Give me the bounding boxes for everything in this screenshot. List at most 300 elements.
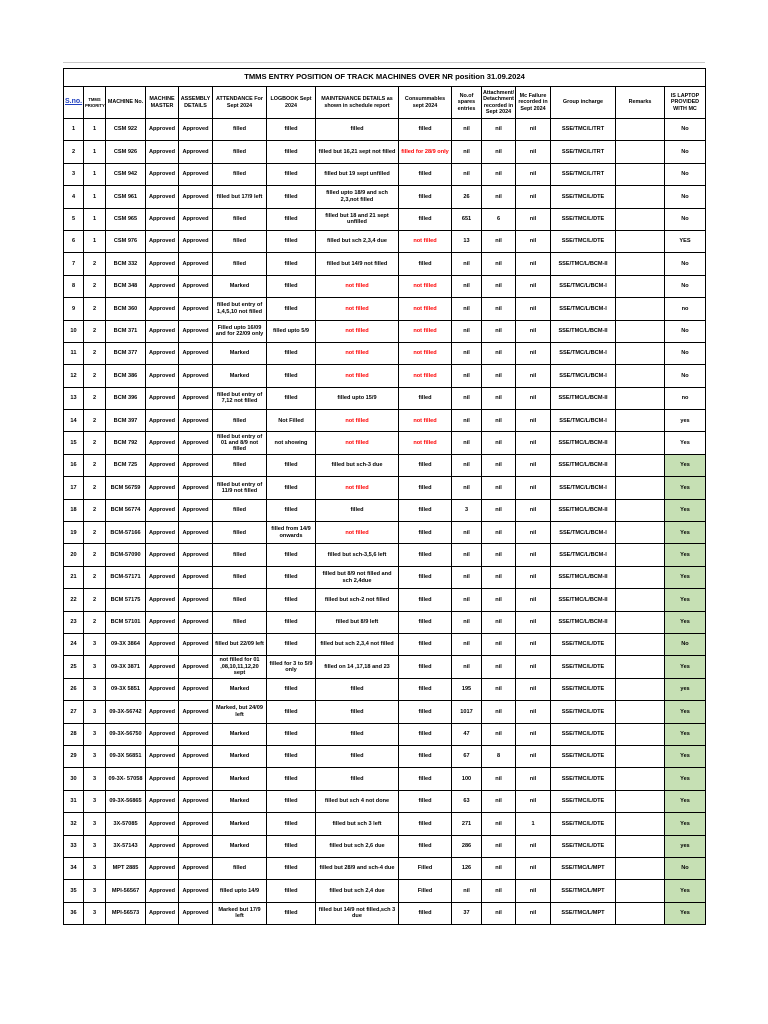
- cell-machine-no: 09-3X 3871: [106, 656, 146, 678]
- cell-group: SSE/TMC/L/BCM-II: [551, 566, 616, 588]
- cell-logbook: not showing: [267, 432, 316, 454]
- cell-laptop: Yes: [665, 522, 706, 544]
- cell-priority: 1: [84, 208, 106, 230]
- cell-group: SSE/TMC/L/BCM-II: [551, 387, 616, 409]
- cell-remarks: [616, 678, 665, 700]
- cell-remarks: [616, 723, 665, 745]
- cell-machine-no: BCM 56759: [106, 477, 146, 499]
- cell-laptop: yes: [665, 678, 706, 700]
- cell-spares: 271: [452, 813, 482, 835]
- cell-consumables: filled: [399, 678, 452, 700]
- table-row: [64, 320, 706, 342]
- cell-laptop: No: [665, 633, 706, 655]
- cell-consumables: not filled: [399, 230, 452, 252]
- cell-group: SSE/TMC/L/DTE: [551, 768, 616, 790]
- cell-assembly: Approved: [179, 186, 213, 208]
- cell-attendance: filled: [213, 857, 267, 879]
- cell-logbook: filled: [267, 298, 316, 320]
- cell-maintenance: filled but 8/9 not filled and sch 2,4due: [316, 566, 399, 588]
- cell-logbook: Not Filled: [267, 410, 316, 432]
- cell-priority: 3: [84, 857, 106, 879]
- cell-maintenance: filled but sch-2 not filled: [316, 589, 399, 611]
- cell-machine-master: Approved: [146, 589, 179, 611]
- cell-logbook: filled from 14/9 onwards: [267, 522, 316, 544]
- cell-spares: 651: [452, 208, 482, 230]
- cell-machine-no: BCM 57101: [106, 611, 146, 633]
- cell-attendance: Marked: [213, 813, 267, 835]
- cell-sno: 24: [64, 633, 84, 655]
- table-row: [64, 522, 706, 544]
- cell-laptop: No: [665, 253, 706, 275]
- cell-attendance: filled but 22/09 left: [213, 633, 267, 655]
- cell-maintenance: filled but 16,21 sept not filled: [316, 141, 399, 163]
- header-failure: Mc Failure recorded in Sept 2024: [516, 87, 551, 119]
- cell-consumables: filled: [399, 723, 452, 745]
- header-row: [64, 87, 706, 119]
- cell-assembly: Approved: [179, 141, 213, 163]
- cell-laptop: Yes: [665, 813, 706, 835]
- cell-assembly: Approved: [179, 678, 213, 700]
- header-logbook: LOGBOOK Sept 2024: [267, 87, 316, 119]
- cell-laptop: Yes: [665, 880, 706, 902]
- cell-maintenance: filled: [316, 119, 399, 141]
- cell-spares: nil: [452, 589, 482, 611]
- cell-spares: 126: [452, 857, 482, 879]
- header-sno[interactable]: S.no.: [64, 87, 84, 119]
- cell-attachment: nil: [482, 141, 516, 163]
- cell-logbook: filled: [267, 208, 316, 230]
- cell-sno: 12: [64, 365, 84, 387]
- cell-logbook: filled: [267, 454, 316, 476]
- cell-attachment: nil: [482, 186, 516, 208]
- table-row: [64, 186, 706, 208]
- cell-group: SSE/TMC/L/DTE: [551, 745, 616, 767]
- cell-attachment: nil: [482, 835, 516, 857]
- cell-sno: 20: [64, 544, 84, 566]
- cell-attachment: nil: [482, 454, 516, 476]
- cell-machine-master: Approved: [146, 611, 179, 633]
- cell-attachment: nil: [482, 298, 516, 320]
- table-row: [64, 432, 706, 454]
- cell-failure: nil: [516, 230, 551, 252]
- cell-attachment: nil: [482, 342, 516, 364]
- cell-maintenance: not filled: [316, 298, 399, 320]
- header-assembly: ASSEMBLY DETAILS: [179, 87, 213, 119]
- cell-consumables: filled: [399, 790, 452, 812]
- cell-failure: nil: [516, 208, 551, 230]
- cell-group: SSE/TMC/L/DTE: [551, 186, 616, 208]
- cell-remarks: [616, 230, 665, 252]
- cell-logbook: filled: [267, 902, 316, 924]
- cell-priority: 2: [84, 477, 106, 499]
- cell-maintenance: filled: [316, 499, 399, 521]
- cell-attendance: Marked: [213, 723, 267, 745]
- top-rule: [63, 62, 705, 63]
- cell-spares: 1017: [452, 701, 482, 723]
- cell-logbook: filled: [267, 813, 316, 835]
- cell-laptop: Yes: [665, 544, 706, 566]
- cell-assembly: Approved: [179, 656, 213, 678]
- cell-spares: nil: [452, 119, 482, 141]
- cell-assembly: Approved: [179, 454, 213, 476]
- cell-maintenance: filled: [316, 768, 399, 790]
- cell-logbook: filled: [267, 186, 316, 208]
- cell-assembly: Approved: [179, 410, 213, 432]
- cell-assembly: Approved: [179, 633, 213, 655]
- cell-remarks: [616, 611, 665, 633]
- cell-logbook: filled: [267, 633, 316, 655]
- cell-attendance: Marked: [213, 745, 267, 767]
- cell-attendance: filled: [213, 410, 267, 432]
- cell-spares: nil: [452, 656, 482, 678]
- cell-priority: 2: [84, 589, 106, 611]
- cell-consumables: filled: [399, 387, 452, 409]
- table-row: [64, 880, 706, 902]
- cell-group: SSE/TMC/L/TRT: [551, 119, 616, 141]
- cell-assembly: Approved: [179, 387, 213, 409]
- table-row: [64, 835, 706, 857]
- cell-assembly: Approved: [179, 342, 213, 364]
- cell-attachment: nil: [482, 813, 516, 835]
- cell-machine-master: Approved: [146, 410, 179, 432]
- cell-laptop: Yes: [665, 432, 706, 454]
- cell-group: SSE/TMC/L/MPT: [551, 857, 616, 879]
- cell-priority: 2: [84, 432, 106, 454]
- cell-attendance: Marked, but 24/09 left: [213, 701, 267, 723]
- cell-failure: nil: [516, 477, 551, 499]
- cell-sno: 2: [64, 141, 84, 163]
- table-row: [64, 611, 706, 633]
- cell-attachment: nil: [482, 589, 516, 611]
- cell-group: SSE/TMC/L/BCM-I: [551, 275, 616, 297]
- cell-attachment: nil: [482, 544, 516, 566]
- cell-remarks: [616, 186, 665, 208]
- cell-assembly: Approved: [179, 723, 213, 745]
- cell-sno: 34: [64, 857, 84, 879]
- cell-assembly: Approved: [179, 611, 213, 633]
- table-row: [64, 477, 706, 499]
- cell-maintenance: not filled: [316, 477, 399, 499]
- cell-priority: 3: [84, 902, 106, 924]
- cell-attendance: filled: [213, 253, 267, 275]
- cell-maintenance: filled but 14/9 not filled: [316, 253, 399, 275]
- cell-attachment: nil: [482, 633, 516, 655]
- cell-remarks: [616, 813, 665, 835]
- cell-machine-no: 09-3X 5851: [106, 678, 146, 700]
- cell-logbook: filled: [267, 857, 316, 879]
- cell-failure: nil: [516, 880, 551, 902]
- cell-spares: nil: [452, 387, 482, 409]
- table-row: [64, 701, 706, 723]
- cell-laptop: Yes: [665, 745, 706, 767]
- cell-remarks: [616, 544, 665, 566]
- cell-sno: 7: [64, 253, 84, 275]
- cell-assembly: Approved: [179, 298, 213, 320]
- cell-assembly: Approved: [179, 275, 213, 297]
- cell-sno: 5: [64, 208, 84, 230]
- cell-priority: 2: [84, 499, 106, 521]
- cell-priority: 2: [84, 611, 106, 633]
- cell-maintenance: filled but sch 4 not done: [316, 790, 399, 812]
- cell-machine-master: Approved: [146, 566, 179, 588]
- cell-maintenance: filled but sch 2,6 due: [316, 835, 399, 857]
- cell-laptop: Yes: [665, 477, 706, 499]
- cell-machine-master: Approved: [146, 835, 179, 857]
- table-row: [64, 678, 706, 700]
- cell-attendance: filled: [213, 611, 267, 633]
- cell-laptop: Yes: [665, 723, 706, 745]
- cell-logbook: filled: [267, 387, 316, 409]
- cell-failure: nil: [516, 723, 551, 745]
- cell-failure: nil: [516, 656, 551, 678]
- cell-remarks: [616, 790, 665, 812]
- header-machine-master: MACHINE MASTER: [146, 87, 179, 119]
- table-row: [64, 119, 706, 141]
- cell-spares: nil: [452, 544, 482, 566]
- table-row: [64, 499, 706, 521]
- cell-maintenance: filled but 8/9 left: [316, 611, 399, 633]
- cell-remarks: [616, 633, 665, 655]
- cell-priority: 2: [84, 253, 106, 275]
- cell-machine-master: Approved: [146, 253, 179, 275]
- cell-attendance: filled: [213, 230, 267, 252]
- cell-group: SSE/TMC/L/MPT: [551, 902, 616, 924]
- cell-assembly: Approved: [179, 880, 213, 902]
- cell-attendance: filled: [213, 589, 267, 611]
- cell-remarks: [616, 163, 665, 185]
- cell-sno: 1: [64, 119, 84, 141]
- cell-machine-master: Approved: [146, 813, 179, 835]
- cell-consumables: not filled: [399, 432, 452, 454]
- table-row: [64, 230, 706, 252]
- cell-spares: nil: [452, 163, 482, 185]
- cell-sno: 25: [64, 656, 84, 678]
- cell-laptop: no: [665, 298, 706, 320]
- cell-consumables: filled: [399, 701, 452, 723]
- cell-logbook: filled: [267, 365, 316, 387]
- cell-remarks: [616, 298, 665, 320]
- cell-remarks: [616, 499, 665, 521]
- cell-logbook: filled: [267, 723, 316, 745]
- cell-consumables: filled: [399, 813, 452, 835]
- cell-consumables: not filled: [399, 410, 452, 432]
- cell-group: SSE/TMC/L/BCM-I: [551, 544, 616, 566]
- cell-machine-master: Approved: [146, 902, 179, 924]
- table-row: [64, 768, 706, 790]
- table-body: [64, 119, 706, 925]
- cell-priority: 3: [84, 880, 106, 902]
- cell-spares: nil: [452, 566, 482, 588]
- cell-machine-no: CSM 976: [106, 230, 146, 252]
- cell-priority: 2: [84, 522, 106, 544]
- cell-sno: 15: [64, 432, 84, 454]
- cell-logbook: filled: [267, 544, 316, 566]
- cell-priority: 2: [84, 544, 106, 566]
- cell-machine-no: BCM 348: [106, 275, 146, 297]
- cell-sno: 9: [64, 298, 84, 320]
- cell-laptop: No: [665, 186, 706, 208]
- cell-sno: 14: [64, 410, 84, 432]
- cell-group: SSE/TMC/L/DTE: [551, 701, 616, 723]
- cell-failure: nil: [516, 320, 551, 342]
- cell-failure: nil: [516, 365, 551, 387]
- cell-spares: nil: [452, 454, 482, 476]
- cell-sno: 22: [64, 589, 84, 611]
- table-row: [64, 387, 706, 409]
- cell-attendance: Marked: [213, 365, 267, 387]
- cell-priority: 2: [84, 365, 106, 387]
- cell-machine-master: Approved: [146, 342, 179, 364]
- cell-attendance: filled but 17/9 left: [213, 186, 267, 208]
- cell-spares: nil: [452, 410, 482, 432]
- cell-consumables: filled: [399, 745, 452, 767]
- cell-attendance: filled: [213, 522, 267, 544]
- cell-attachment: nil: [482, 611, 516, 633]
- cell-priority: 3: [84, 768, 106, 790]
- cell-group: SSE/TMC/L/MPT: [551, 880, 616, 902]
- cell-laptop: No: [665, 320, 706, 342]
- cell-group: SSE/TMC/L/DTE: [551, 835, 616, 857]
- cell-machine-no: MPI-56567: [106, 880, 146, 902]
- cell-failure: nil: [516, 701, 551, 723]
- cell-priority: 2: [84, 454, 106, 476]
- cell-laptop: No: [665, 275, 706, 297]
- cell-logbook: filled: [267, 499, 316, 521]
- cell-laptop: No: [665, 163, 706, 185]
- cell-consumables: filled: [399, 611, 452, 633]
- cell-remarks: [616, 432, 665, 454]
- cell-sno: 3: [64, 163, 84, 185]
- cell-sno: 36: [64, 902, 84, 924]
- cell-priority: 3: [84, 745, 106, 767]
- table-title: TMMS ENTRY POSITION OF TRACK MACHINES OVER NR position 31.09.2024: [64, 69, 706, 87]
- cell-failure: nil: [516, 544, 551, 566]
- cell-failure: nil: [516, 611, 551, 633]
- cell-group: SSE/TMC/L/BCM-I: [551, 477, 616, 499]
- cell-logbook: filled: [267, 701, 316, 723]
- cell-attendance: not filled for 01 ,08,10,11,12,20 sept: [213, 656, 267, 678]
- cell-maintenance: filled but 14/9 not filled,sch 3 due: [316, 902, 399, 924]
- cell-laptop: Yes: [665, 656, 706, 678]
- cell-spares: nil: [452, 880, 482, 902]
- cell-group: SSE/TMC/L/BCM-II: [551, 454, 616, 476]
- cell-attachment: nil: [482, 656, 516, 678]
- cell-remarks: [616, 902, 665, 924]
- cell-priority: 3: [84, 656, 106, 678]
- cell-consumables: not filled: [399, 365, 452, 387]
- cell-assembly: Approved: [179, 432, 213, 454]
- cell-machine-no: BCM 725: [106, 454, 146, 476]
- cell-sno: 6: [64, 230, 84, 252]
- cell-machine-no: BCM-57090: [106, 544, 146, 566]
- cell-assembly: Approved: [179, 365, 213, 387]
- cell-consumables: filled: [399, 589, 452, 611]
- cell-maintenance: not filled: [316, 432, 399, 454]
- cell-machine-no: 3X-57085: [106, 813, 146, 835]
- table-row: [64, 723, 706, 745]
- cell-attendance: filled: [213, 163, 267, 185]
- cell-assembly: Approved: [179, 163, 213, 185]
- cell-spares: nil: [452, 275, 482, 297]
- cell-machine-no: 3X-57143: [106, 835, 146, 857]
- cell-failure: nil: [516, 768, 551, 790]
- cell-maintenance: filled upto 18/9 and sch 2,3,not filled: [316, 186, 399, 208]
- cell-maintenance: not filled: [316, 410, 399, 432]
- table-row: [64, 589, 706, 611]
- cell-attendance: filled but entry of 1,4,5,10 not filled: [213, 298, 267, 320]
- cell-machine-no: 09-3X- 57058: [106, 768, 146, 790]
- cell-priority: 2: [84, 298, 106, 320]
- cell-priority: 3: [84, 701, 106, 723]
- cell-machine-no: 09-3X 56851: [106, 745, 146, 767]
- cell-spares: nil: [452, 342, 482, 364]
- cell-failure: nil: [516, 163, 551, 185]
- cell-group: SSE/TMC/L/BCM-II: [551, 611, 616, 633]
- cell-failure: nil: [516, 342, 551, 364]
- cell-sno: 11: [64, 342, 84, 364]
- cell-sno: 21: [64, 566, 84, 588]
- cell-machine-master: Approved: [146, 320, 179, 342]
- cell-attachment: nil: [482, 275, 516, 297]
- cell-machine-master: Approved: [146, 723, 179, 745]
- cell-machine-no: MPI-56573: [106, 902, 146, 924]
- cell-attendance: Marked: [213, 275, 267, 297]
- cell-remarks: [616, 477, 665, 499]
- cell-group: SSE/TMC/L/BCM-I: [551, 410, 616, 432]
- cell-assembly: Approved: [179, 208, 213, 230]
- cell-maintenance: filled: [316, 678, 399, 700]
- cell-remarks: [616, 119, 665, 141]
- cell-consumables: filled: [399, 163, 452, 185]
- cell-attachment: nil: [482, 230, 516, 252]
- cell-machine-master: Approved: [146, 298, 179, 320]
- cell-group: SSE/TMC/L/BCM-II: [551, 253, 616, 275]
- cell-sno: 30: [64, 768, 84, 790]
- cell-assembly: Approved: [179, 813, 213, 835]
- cell-machine-master: Approved: [146, 275, 179, 297]
- cell-attachment: nil: [482, 387, 516, 409]
- cell-failure: nil: [516, 790, 551, 812]
- cell-remarks: [616, 656, 665, 678]
- cell-attachment: nil: [482, 410, 516, 432]
- cell-remarks: [616, 745, 665, 767]
- cell-logbook: filled: [267, 880, 316, 902]
- cell-priority: 3: [84, 678, 106, 700]
- cell-sno: 23: [64, 611, 84, 633]
- cell-consumables: filled: [399, 499, 452, 521]
- table-row: [64, 298, 706, 320]
- cell-laptop: yes: [665, 410, 706, 432]
- cell-laptop: No: [665, 208, 706, 230]
- header-attachment: Attachment/ Detachment recorded in Sept 2024: [482, 87, 516, 119]
- header-maintenance: MAINTENANCE DETAILS as shown in schedule report: [316, 87, 399, 119]
- cell-group: SSE/TMC/L/DTE: [551, 813, 616, 835]
- cell-priority: 3: [84, 835, 106, 857]
- cell-machine-master: Approved: [146, 208, 179, 230]
- cell-priority: 1: [84, 119, 106, 141]
- cell-priority: 2: [84, 320, 106, 342]
- cell-laptop: Yes: [665, 902, 706, 924]
- cell-spares: 3: [452, 499, 482, 521]
- cell-sno: 10: [64, 320, 84, 342]
- cell-laptop: yes: [665, 835, 706, 857]
- cell-attendance: filled: [213, 119, 267, 141]
- cell-spares: 26: [452, 186, 482, 208]
- cell-attendance: filled: [213, 544, 267, 566]
- cell-attendance: filled: [213, 454, 267, 476]
- table-row: [64, 365, 706, 387]
- cell-attachment: nil: [482, 768, 516, 790]
